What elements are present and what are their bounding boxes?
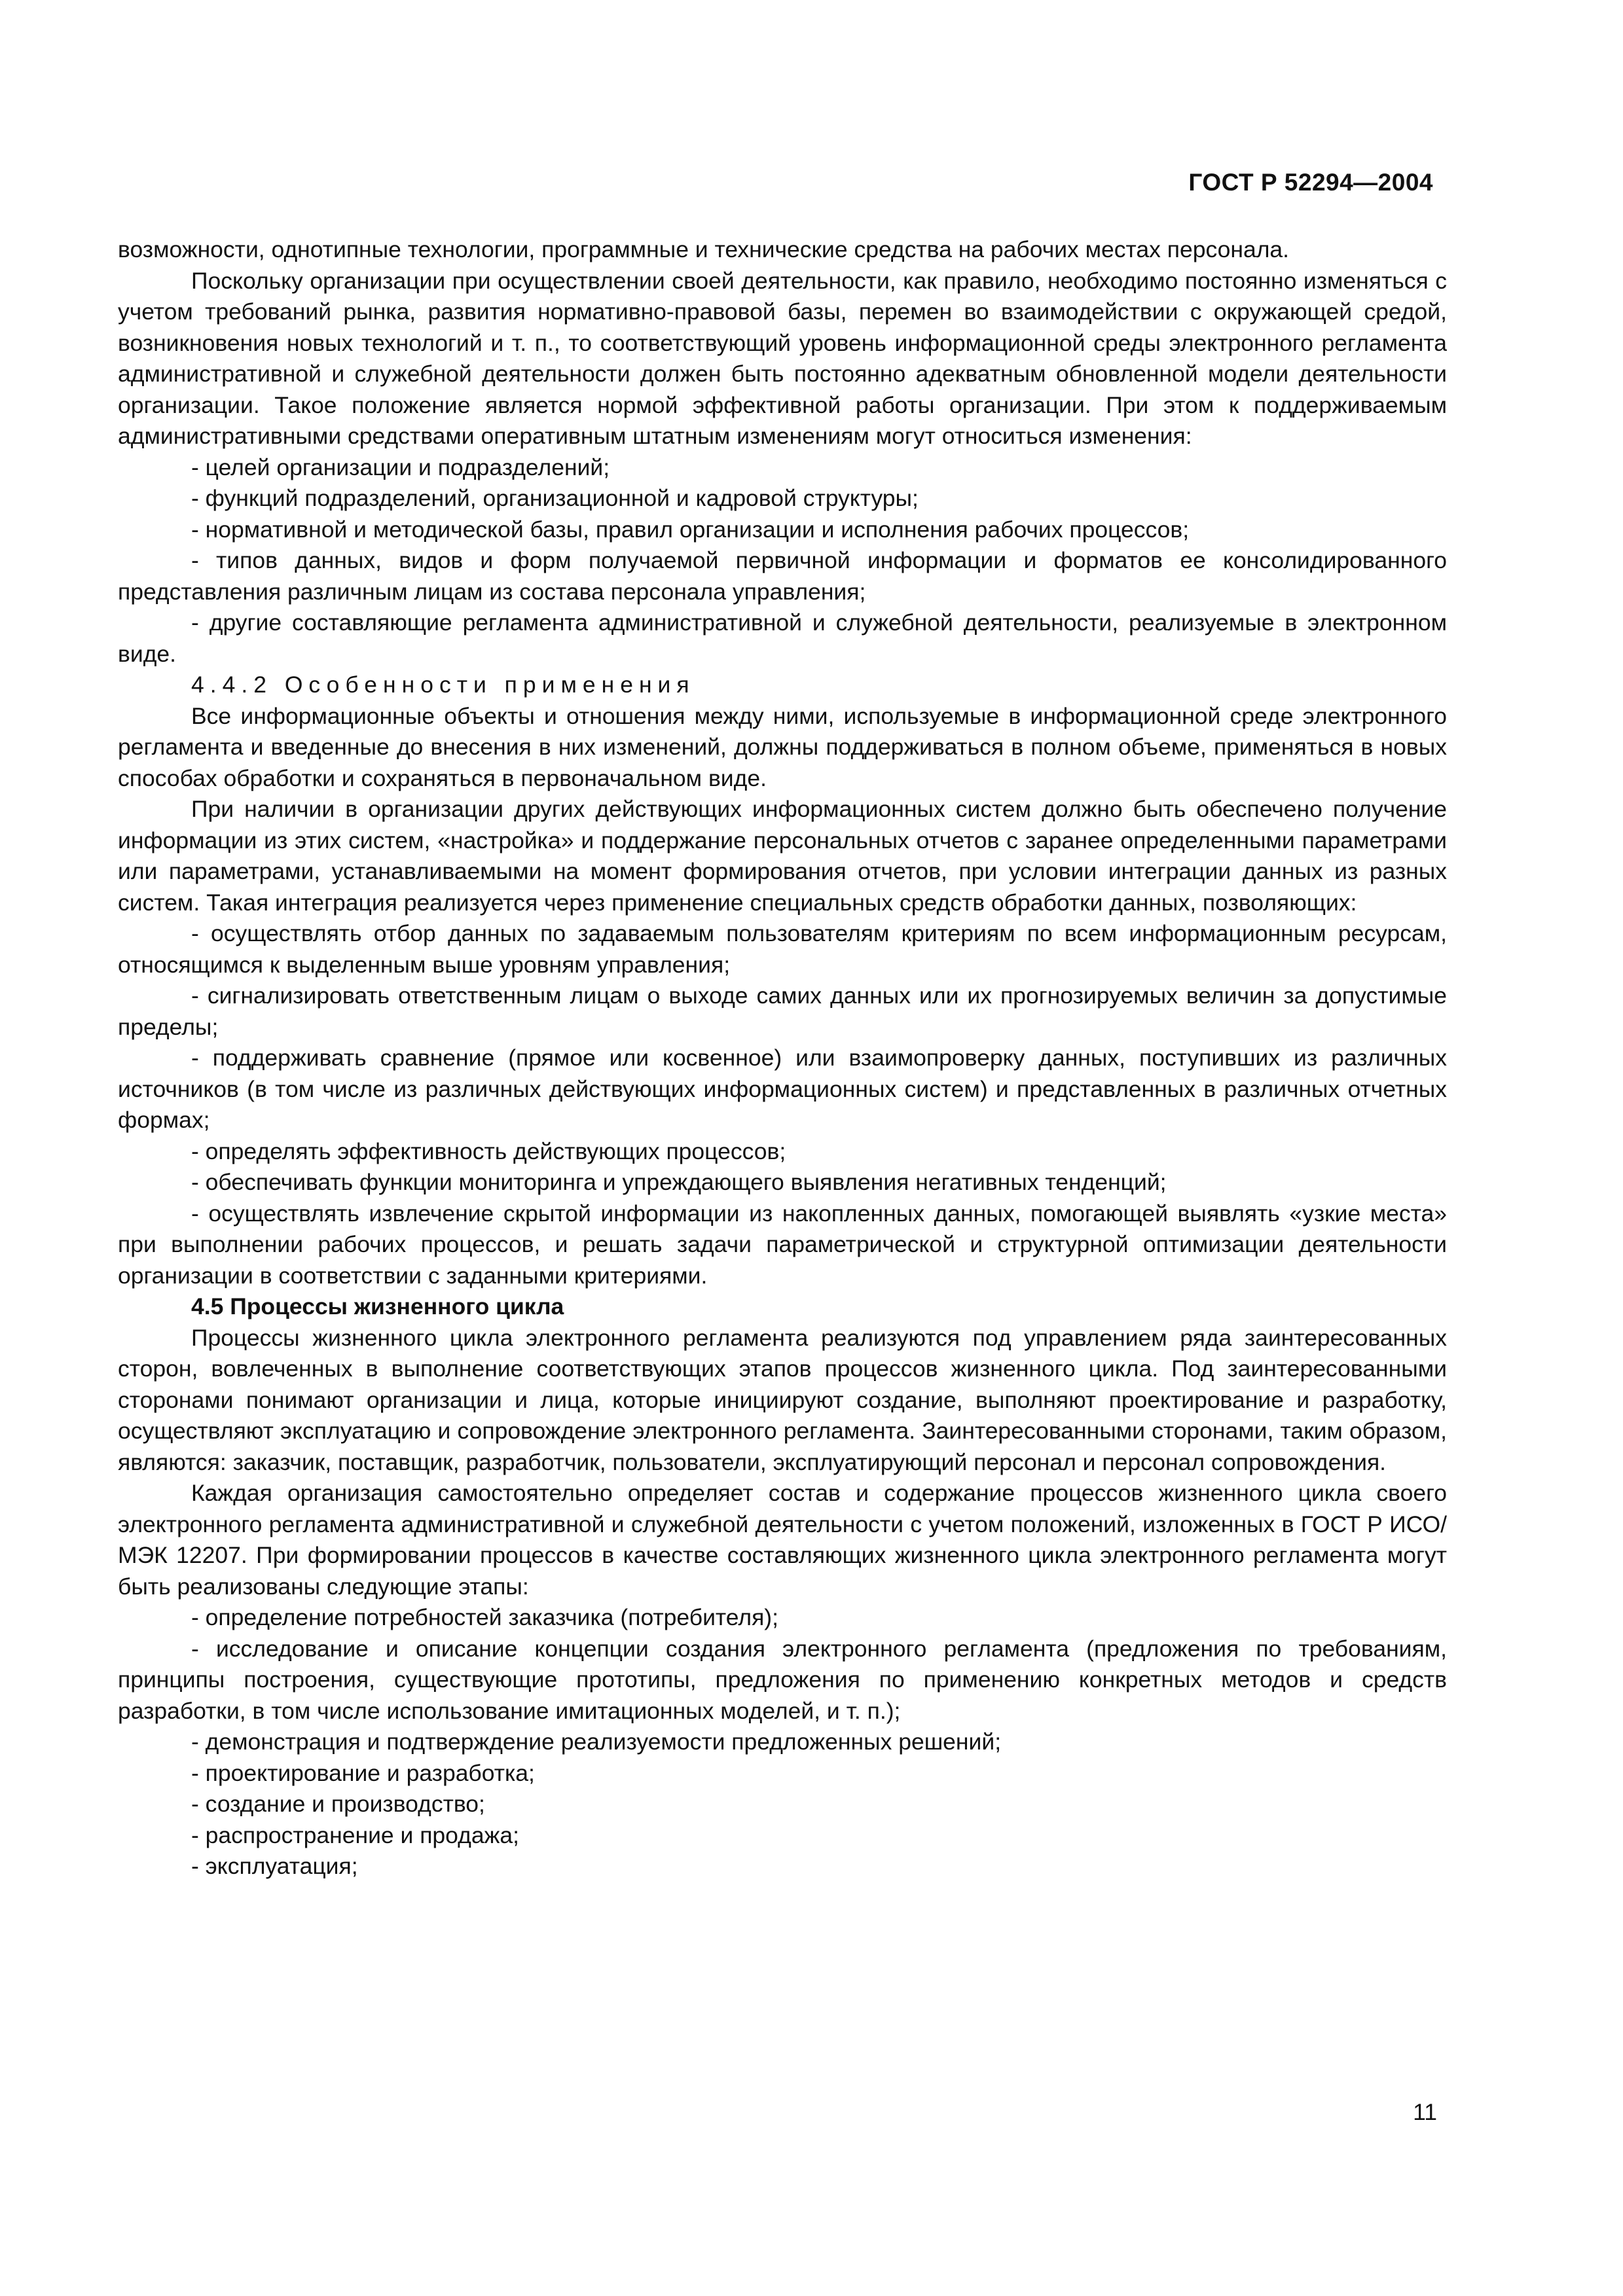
paragraph: При наличии в организации других действующих информационных систем должно быть обеспечено получение информации из этих систем, «настройка» и поддержание персональных отчетов с заранее определенными параметрами или параметрами, устанавливаемыми на момент формирования отчетов, при условии интеграции данных из разных систем. Такая интеграция реализуется через применение специальных средств обработки данных, позволяющих: [118,796,1447,916]
document-code-header: ГОСТ Р 52294—2004 [1188,169,1433,196]
list-item: - демонстрация и подтверждение реализуемости предложенных решений; [191,1729,1002,1755]
list-item: - исследование и описание концепции создания электронного регламента (предложения по требованиям, принципы построения, существующие прототипы, предложения по применению конкретных методов и средств разработки, в том числе использование имитационных моделей, и т. п.); [118,1635,1447,1724]
paragraph: возможности, однотипные технологии, программные и технические средства на рабочих местах персонала. [118,236,1290,262]
list-item: - функций подразделений, организационной и кадровой структуры; [191,485,919,511]
list-item: - нормативной и методической базы, правил организации и исполнения рабочих процессов; [191,516,1190,543]
body-text [118,234,1447,1882]
list-item: - другие составляющие регламента административной и служебной деятельности, реализуемые в электронном виде. [118,609,1447,667]
list-item: - создание и производство; [191,1791,485,1817]
list-item: - поддерживать сравнение (прямое или косвенное) или взаимопроверку данных, поступивших из различных источников (в том числе из различных действующих информационных систем) и представленных в различных отчетных формах; [118,1045,1447,1133]
list-item: - определять эффективность действующих процессов; [191,1138,786,1164]
list-item: - эксплуатация; [191,1853,358,1879]
list-item: - определение потребностей заказчика (потребителя); [191,1604,778,1630]
list-item: - целей организации и подразделений; [191,454,610,480]
paragraph: Каждая организация самостоятельно определяет состав и содержание процессов жизненного цикла своего электронного регламента административной и служебной деятельности с учетом положений, изложенных в ГОСТ Р ИСО/МЭК 12207. При формировании процессов в качестве составляющих жизненного цикла электронного регламента могут быть реализованы следующие этапы: [118,1480,1447,1600]
list-item: - осуществлять извлечение скрытой информации из накопленных данных, помогающей выявлять «узкие места» при выполнении рабочих процессов, и решать задачи параметрической и структурной оптимизации деятельности организации в соответствии с заданными критериями. [118,1200,1447,1289]
list-item: - типов данных, видов и форм получаемой первичной информации и форматов ее консолидированного представления различным лицам из состава персонала управления; [118,547,1447,605]
paragraph: Поскольку организации при осуществлении своей деятельности, как правило, необходимо постоянно изменяться с учетом требований рынка, развития нормативно-правовой базы, перемен во взаимодействии с окружающей средой, возникновения новых технологий и т. п., то соответствующий уровень информационной среды электронного регламента административной и служебной деятельности должен быть постоянно адекватным обновленной модели деятельности организации. Такое положение является нормой эффективной работы организации. При этом к поддерживаемым административными средствами оперативным штатным изменениям могут относиться изменения: [118,267,1447,449]
section-heading-4-5: 4.5 Процессы жизненного цикла [191,1293,564,1319]
list-item: - проектирование и разработка; [191,1759,535,1786]
list-item: - обеспечивать функции мониторинга и упреждающего выявления негативных тенденций; [191,1169,1167,1195]
paragraph: Процессы жизненного цикла электронного регламента реализуются под управлением ряда заинтересованных сторон, вовлеченных в выполнение соответствующих этапов процессов жизненного цикла. Под заинтересованными сторонами понимают организации и лица, которые инициируют создание, выполняют проектирование и разработку, осуществляют эксплуатацию и сопровождение электронного регламента. Заинтересованными сторонами, таким образом, являются: заказчик, поставщик, разработчик, пользователи, эксплуатирующий персонал и персонал сопровождения. [118,1324,1447,1475]
list-item: - сигнализировать ответственным лицам о выходе самих данных или их прогнозируемых величин за допустимые пределы; [118,982,1447,1040]
list-item: - распространение и продажа; [191,1821,519,1848]
section-heading-4-4-2: 4.4.2 Особенности применения [191,672,695,698]
list-item: - осуществлять отбор данных по задаваемым пользователям критериям по всем информационным ресурсам, относящимся к выделенным выше уровням управления; [118,920,1447,978]
page-number: 11 [1413,2099,1437,2125]
paragraph: Все информационные объекты и отношения между ними, используемые в информационной среде электронного регламента и введенные до внесения в них изменений, должны поддерживаться в полном объеме, применяться в новых способах обработки и сохраняться в первоначальном виде. [118,702,1447,791]
